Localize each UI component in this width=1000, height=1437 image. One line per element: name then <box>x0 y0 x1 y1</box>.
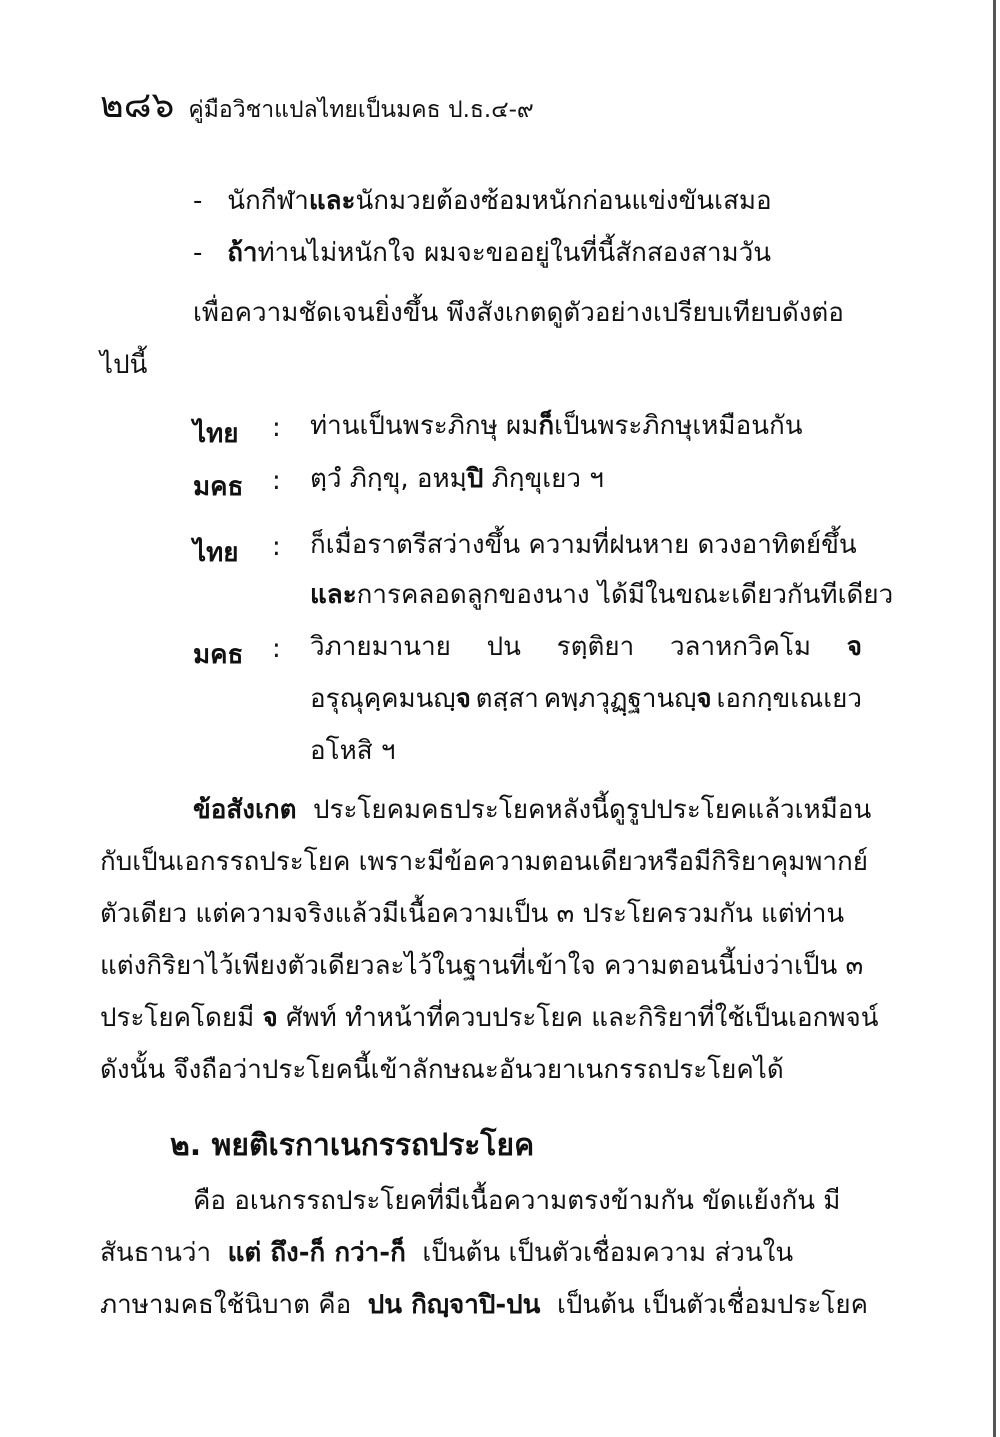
text: ท่านเป็นพระภิกษุ ผม <box>310 411 539 441</box>
bold-text: แต่ ถึง-ก็ กว่า-ก็ <box>227 1238 406 1268</box>
pali-label: มคธ <box>193 640 244 670</box>
text: ภาษามคธใช้นิบาต คือ <box>100 1290 352 1320</box>
bullet-bold: และ <box>308 186 356 216</box>
book-title: คู่มือวิชาแปลไทยเป็นมคธ ป.ธ.๔-๙ <box>188 97 534 123</box>
bullet-text-post: ท่านไม่หนักใจ ผมจะขออยู่ในที่นี้สักสองสามวัน <box>257 238 772 268</box>
bold-text: จ <box>455 684 471 714</box>
intro-line-2: ไปนี้ <box>100 350 148 380</box>
example-2-thai-line-1: ก็เมื่อราตรีสว่างขึ้น ความที่ฝนหาย ดวงอาทิตย์ขึ้น <box>310 530 857 560</box>
note-line-5 <box>100 1005 878 1031</box>
pali-label: มคธ <box>193 472 244 502</box>
colon: : <box>272 466 281 496</box>
text: อรุณุคฺคมนญฺ <box>310 684 456 714</box>
bullet-2 <box>193 240 771 266</box>
text: การคลอดลูกของนาง ได้มีในขณะเดียวกันทีเดียว <box>356 580 894 610</box>
text: ภิกฺขุเยว ฯ <box>483 464 604 494</box>
colon: : <box>272 532 281 562</box>
example-1-pali <box>310 466 604 492</box>
text: ตฺวํ ภิกฺขุ, อหมฺ <box>310 464 467 494</box>
text: เป็นต้น เป็นตัวเชื่อมความ ส่วนใน <box>422 1238 794 1268</box>
bold-text: ปน กิญฺจาปิ-ปน <box>367 1290 541 1320</box>
text: สันธานว่า <box>100 1238 212 1268</box>
bullet-dash: - <box>193 186 203 216</box>
text: วลาหกวิคโม <box>669 632 812 662</box>
bold-text: จ <box>846 632 862 662</box>
page-number: ๒๘๖ <box>100 85 175 126</box>
section-line-1: คือ อเนกรรถประโยคที่มีเนื้อความตรงข้ามกัน ขัดแย้งกัน มี <box>193 1186 841 1216</box>
intro-line-1: เพื่อความชัดเจนยิ่งขึ้น พึงสังเกตดูตัวอย่างเปรียบเทียบดังต่อ <box>193 298 844 328</box>
example-2-thai-line-2 <box>310 582 893 608</box>
note-line-3: ตัวเดียว แต่ความจริงแล้วมีเนื้อความเป็น ๓ ประโยครวมกัน แต่ท่าน <box>100 899 845 929</box>
section-line-2 <box>100 1240 793 1266</box>
thai-label: ไทย <box>193 538 239 568</box>
text: ปน <box>486 632 521 662</box>
section-line-3 <box>100 1292 868 1318</box>
text: ตสฺสา <box>475 684 539 714</box>
text: เป็นต้น เป็นตัวเชื่อมประโยค <box>556 1290 869 1320</box>
page-header <box>100 76 534 133</box>
bold-text: ปิ <box>466 464 484 494</box>
example-1-thai <box>310 413 802 439</box>
text: คพฺภวุฏฺฐานญฺ <box>543 684 697 714</box>
example-2-pali-line-3: อโหสิ ฯ <box>310 736 396 766</box>
bold-text: และ <box>310 580 357 610</box>
bullet-dash: - <box>193 238 203 268</box>
note-line-4: แต่งกิริยาไว้เพียงตัวเดียวละไว้ในฐานที่เข้าใจ ความตอนนี้บ่งว่าเป็น ๓ <box>100 951 864 981</box>
note-line-6: ดังนั้น จึงถือว่าประโยคนี้เข้าลักษณะอันวยาเนกรรถประโยคได้ <box>100 1055 784 1085</box>
example-2-pali-line-1 <box>310 634 862 660</box>
text: ศัพท์ ทำหน้าที่ควบประโยค และกิริยาที่ใช้เป็นเอกพจน์ <box>286 1003 879 1033</box>
text: วิภายมานาย <box>310 632 451 662</box>
bold-text: ก็ <box>538 411 555 441</box>
text: ประโยคโดยมี <box>100 1003 255 1033</box>
text: เอกกฺขเณเยว <box>716 684 862 714</box>
section-heading: ๒. พยติเรกาเนกรรถประโยค <box>170 1128 535 1163</box>
colon: : <box>272 413 281 443</box>
bold-text: จ <box>262 1003 278 1033</box>
bullet-bold: ถ้า <box>227 238 258 268</box>
bullet-1 <box>193 188 772 214</box>
text: ประโยคมคธประโยคหลังนี้ดูรูปประโยคแล้วเหมือน <box>313 795 872 825</box>
thai-label: ไทย <box>193 419 239 449</box>
note-label: ข้อสังเกต <box>193 795 297 825</box>
bold-text: จ <box>696 684 712 714</box>
example-2-pali-line-2 <box>310 686 862 712</box>
note-line-1 <box>193 797 871 823</box>
colon: : <box>272 634 281 664</box>
note-line-2: กับเป็นเอกรรถประโยค เพราะมีข้อความตอนเดียวหรือมีกิริยาคุมพากย์ <box>100 847 868 877</box>
bullet-text-pre: นักกีฬา <box>227 186 309 216</box>
text: เป็นพระภิกษุเหมือนกัน <box>554 411 803 441</box>
bullet-text-post: นักมวยต้องซ้อมหนักก่อนแข่งขันเสมอ <box>355 186 772 216</box>
text: รตฺติยา <box>556 632 635 662</box>
